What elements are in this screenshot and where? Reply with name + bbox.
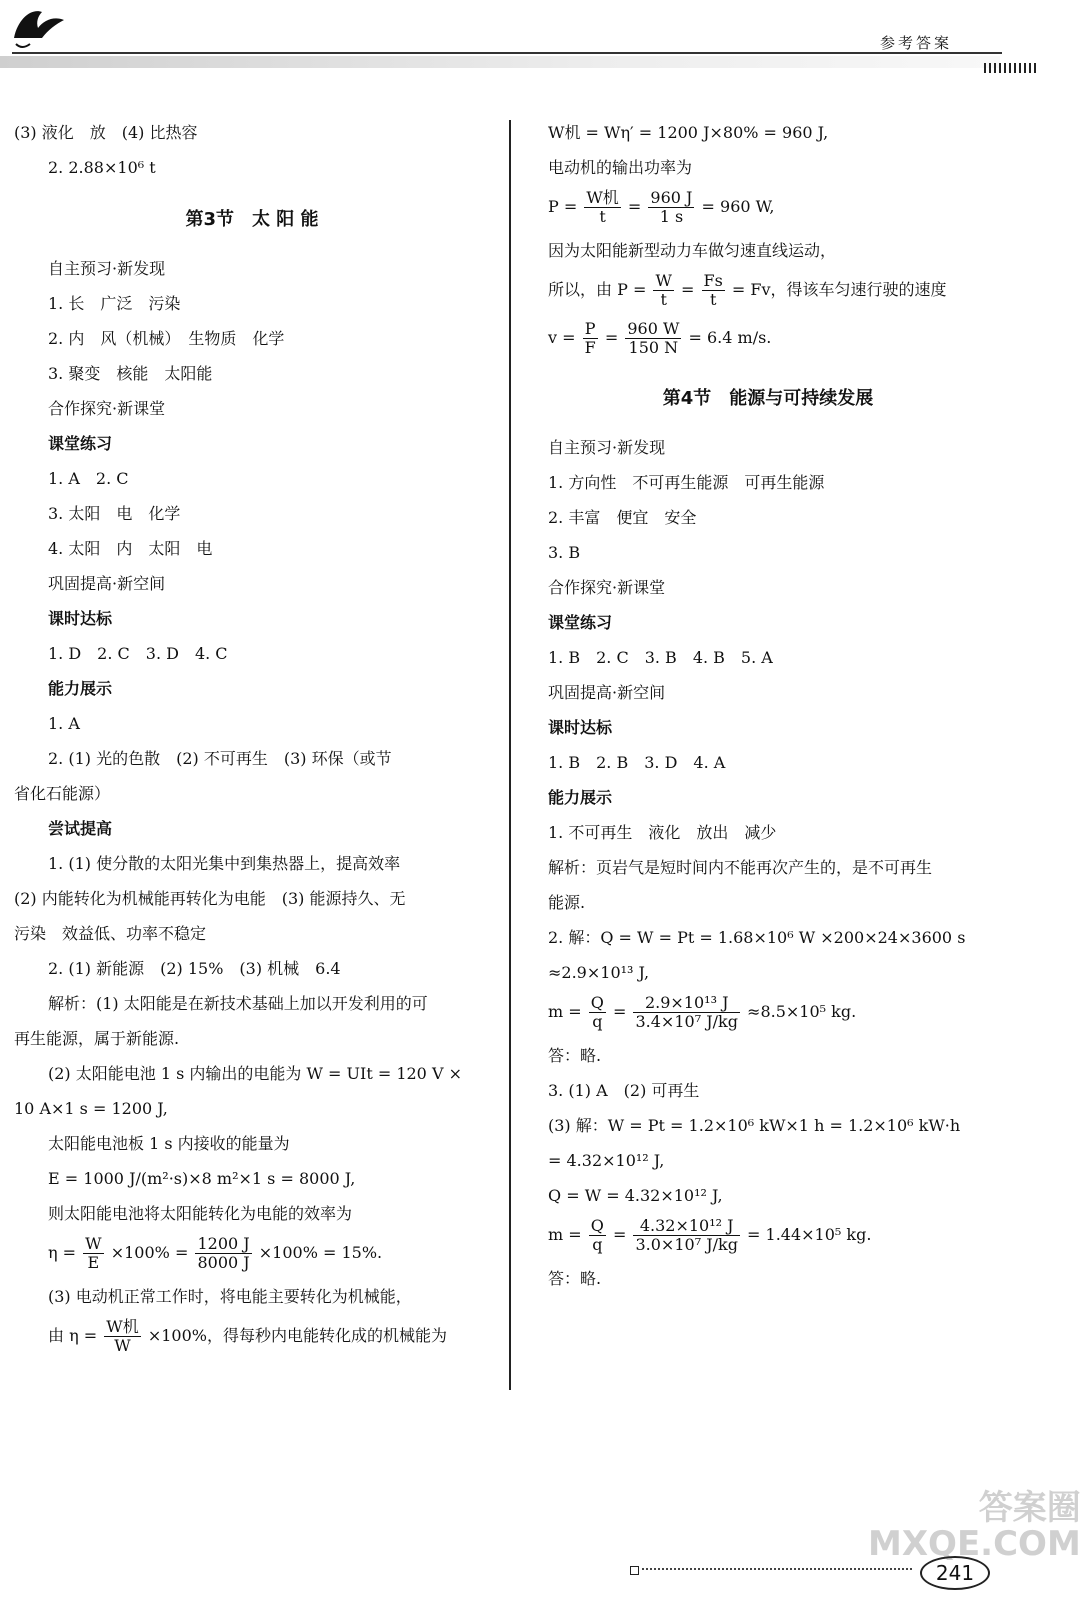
denominator: W [114,1336,131,1355]
formula-text: = Fv，得该车匀速行驶的速度 [731,280,947,299]
analysis-line: 太阳能电池板 1 s 内接收的能量为 [48,1134,290,1153]
analysis-line: 10 A×1 s = 1200 J, [14,1099,168,1118]
numerator: P [583,320,598,339]
answer-line: 2. (1) 光的色散 (2) 不可再生 (3) 环保（或节 [48,749,392,768]
exercise-heading: 课堂练习 [48,434,113,453]
page-number: 241 [920,1556,990,1590]
fraction [583,320,598,357]
fraction [83,1235,103,1272]
numerator: Fs [703,271,723,290]
exercise-heading: 课堂练习 [548,613,613,632]
left-column [14,115,490,1362]
subsection-label: 自主预习·新发现 [48,259,166,278]
exercise-heading: 能力展示 [548,788,613,807]
denominator: E [87,1253,100,1272]
formula-text: = 6.4 m/s. [688,328,772,347]
denominator: q [592,1012,603,1031]
fraction [104,1318,140,1355]
denominator: t [599,207,606,226]
numerator: 2.9×10¹³ J [633,994,739,1013]
answer-line: (2) 内能转化为机械能再转化为电能 (3) 能源持久、无 [14,889,406,908]
formula-text: P = [548,197,578,216]
answer-line: 3. B [548,543,581,562]
numerator: W机 [586,188,619,207]
answer-line: 2. 2.88×10⁶ t [48,158,156,177]
analysis-line: 解析：(1) 太阳能是在新技术基础上加以开发利用的可 [48,994,428,1013]
numerator: 960 J [650,188,693,207]
fraction [653,272,673,309]
numerator: Q [590,993,604,1012]
analysis-line: 能源. [548,893,586,912]
answer-line: 1. 长 广泛 污染 [48,294,181,313]
analysis-line: Q = W = 4.32×10¹² J, [548,1186,723,1205]
formula-text: 由 η = [48,1326,98,1345]
denominator: 8000 J [197,1253,250,1272]
header-barcode-decoration [984,58,1039,77]
analysis-line: 电动机的输出功率为 [548,158,693,177]
analysis-line: E = 1000 J/(m²·s)×8 m²×1 s = 8000 J, [48,1169,356,1188]
watermark-line: 答案圈 [978,1488,1081,1528]
answer-line: 1. B 2. B 3. D 4. A [548,753,726,772]
formula-text: v = [548,328,576,347]
fraction [584,189,620,226]
answer-line: 3. (1) A (2) 可再生 [548,1081,700,1100]
analysis-line: W机 = Wη′ = 1200 J×80% = 960 J, [548,123,829,142]
answer-line: 1. D 2. C 3. D 4. C [48,644,228,663]
efficiency-formula [14,1231,490,1279]
formula-text: = 960 W, [701,197,775,216]
denominator: 1 s [659,207,684,226]
header-label: 参考答案 [880,34,953,52]
answer-line: 2. (1) 新能源 (2) 15% (3) 机械 6.4 [48,959,341,978]
analysis-line: 再生能源，属于新能源. [14,1029,180,1048]
formula-text: 所以，由 P = [548,280,647,299]
denominator: t [709,290,717,309]
subsection-label: 自主预习·新发现 [548,438,666,457]
answer-line: 1. A [48,714,80,733]
answer-line: 答：略. [548,1046,602,1065]
analysis-line: = 4.32×10¹² J, [548,1151,665,1170]
mass-formula [548,990,988,1038]
denominator: F [584,338,596,357]
answer-line: 2. 丰富 便宜 安全 [548,508,697,527]
right-column [548,115,988,1296]
fraction [589,1217,606,1254]
fraction [702,272,725,309]
answer-line: 3. 聚变 核能 太阳能 [48,364,213,383]
formula-text: ×100%，得每秒内电能转化成的机械能为 [147,1326,447,1345]
subsection-label: 巩固提高·新空间 [48,574,166,593]
power-formula [548,185,988,233]
formula-text: = 1.44×10⁵ kg. [747,1225,872,1244]
fraction [633,1217,739,1254]
answer-line: 省化石能源） [14,784,111,803]
numerator: Q [590,1216,604,1235]
page-header [0,0,1046,80]
analysis-line: 解析：页岩气是短时间内不能再次产生的，是不可再生 [548,858,933,877]
analysis-line: (3) 电动机正常工作时，将电能主要转化为机械能， [48,1287,412,1306]
analysis-line: ≈2.9×10¹³ J, [548,963,650,982]
formula-text: = [612,1225,627,1244]
answer-line: 3. 太阳 电 化学 [48,504,181,523]
exercise-heading: 尝试提高 [48,819,113,838]
formula-text: ≈8.5×10⁵ kg. [747,1002,857,1021]
denominator: 3.4×10⁷ J/kg [635,1012,738,1031]
formula-text: = [627,197,642,216]
speed-relation [548,268,988,316]
formula-text: m = [548,1002,582,1021]
mass-formula [548,1213,988,1261]
analysis-line: 因为太阳能新型动力车做匀速直线运动， [548,241,837,260]
section-title: 第3节 太 阳 能 [185,209,319,230]
fraction [589,994,606,1031]
efficiency-relation [14,1314,490,1362]
footer-square-icon [630,1566,639,1575]
fraction [633,994,739,1031]
exercise-heading: 课时达标 [548,718,613,737]
analysis-line: (2) 太阳能电池 1 s 内输出的电能为 W = UIt = 120 V × [48,1064,462,1083]
answer-line: (3) 液化 放 (4) 比热容 [14,123,198,142]
watermark-line: MXQE.COM [868,1524,1081,1564]
formula-text: η = [48,1243,77,1262]
denominator: 3.0×10⁷ J/kg [635,1235,738,1254]
speed-formula [548,316,988,364]
formula-text: = [681,280,695,299]
formula-text: = [612,1002,627,1021]
site-watermark [868,1490,1081,1562]
answer-line: 2. 内 风（机械） 生物质 化学 [48,329,285,348]
page-footer [630,1560,1040,1600]
subsection-label: 合作探究·新课堂 [548,578,666,597]
analysis-line: 则太阳能电池将太阳能转化为电能的效率为 [48,1204,353,1223]
answer-line: 污染 效益低、功率不稳定 [14,924,207,943]
analysis-line: (3) 解：W = Pt = 1.2×10⁶ kW×1 h = 1.2×10⁶ kW·h [548,1116,961,1135]
denominator: q [592,1235,603,1254]
answer-line: 1. B 2. C 3. B 4. B 5. A [548,648,773,667]
footer-dotted-leader [642,1568,912,1570]
answer-line: 1. (1) 使分散的太阳光集中到集热器上，提高效率 [48,854,401,873]
subsection-label: 合作探究·新课堂 [48,399,166,418]
answer-line: 答：略. [548,1269,602,1288]
numerator: W [85,1234,102,1253]
header-band [0,56,1000,68]
fraction [625,320,681,357]
fraction [195,1235,251,1272]
numerator: 1200 J [197,1234,250,1253]
analysis-line: 2. 解：Q = W = Pt = 1.68×10⁶ W ×200×24×3600 s [548,928,966,947]
formula-text: = [604,328,619,347]
exercise-heading: 能力展示 [48,679,113,698]
section-title: 第4节 能源与可持续发展 [662,388,874,409]
column-divider [509,120,511,1390]
denominator: t [660,290,667,309]
numerator: W机 [106,1317,139,1336]
subsection-label: 巩固提高·新空间 [548,683,666,702]
answer-line: 4. 太阳 内 太阳 电 [48,539,213,558]
answer-line: 1. 不可再生 液化 放出 减少 [548,823,777,842]
answer-line: 1. A 2. C [48,469,129,488]
fraction [648,189,694,226]
bird-logo-icon [8,4,68,52]
numerator: 4.32×10¹² J [633,1217,739,1236]
formula-text: ×100% = [110,1243,189,1262]
formula-text: ×100% = 15%. [258,1243,383,1262]
header-rule [12,52,1002,54]
numerator: W [655,271,672,290]
numerator: 960 W [627,319,680,338]
denominator: 150 N [628,338,679,357]
answer-line: 1. 方向性 不可再生能源 可再生能源 [548,473,825,492]
formula-text: m = [548,1225,582,1244]
exercise-heading: 课时达标 [48,609,113,628]
